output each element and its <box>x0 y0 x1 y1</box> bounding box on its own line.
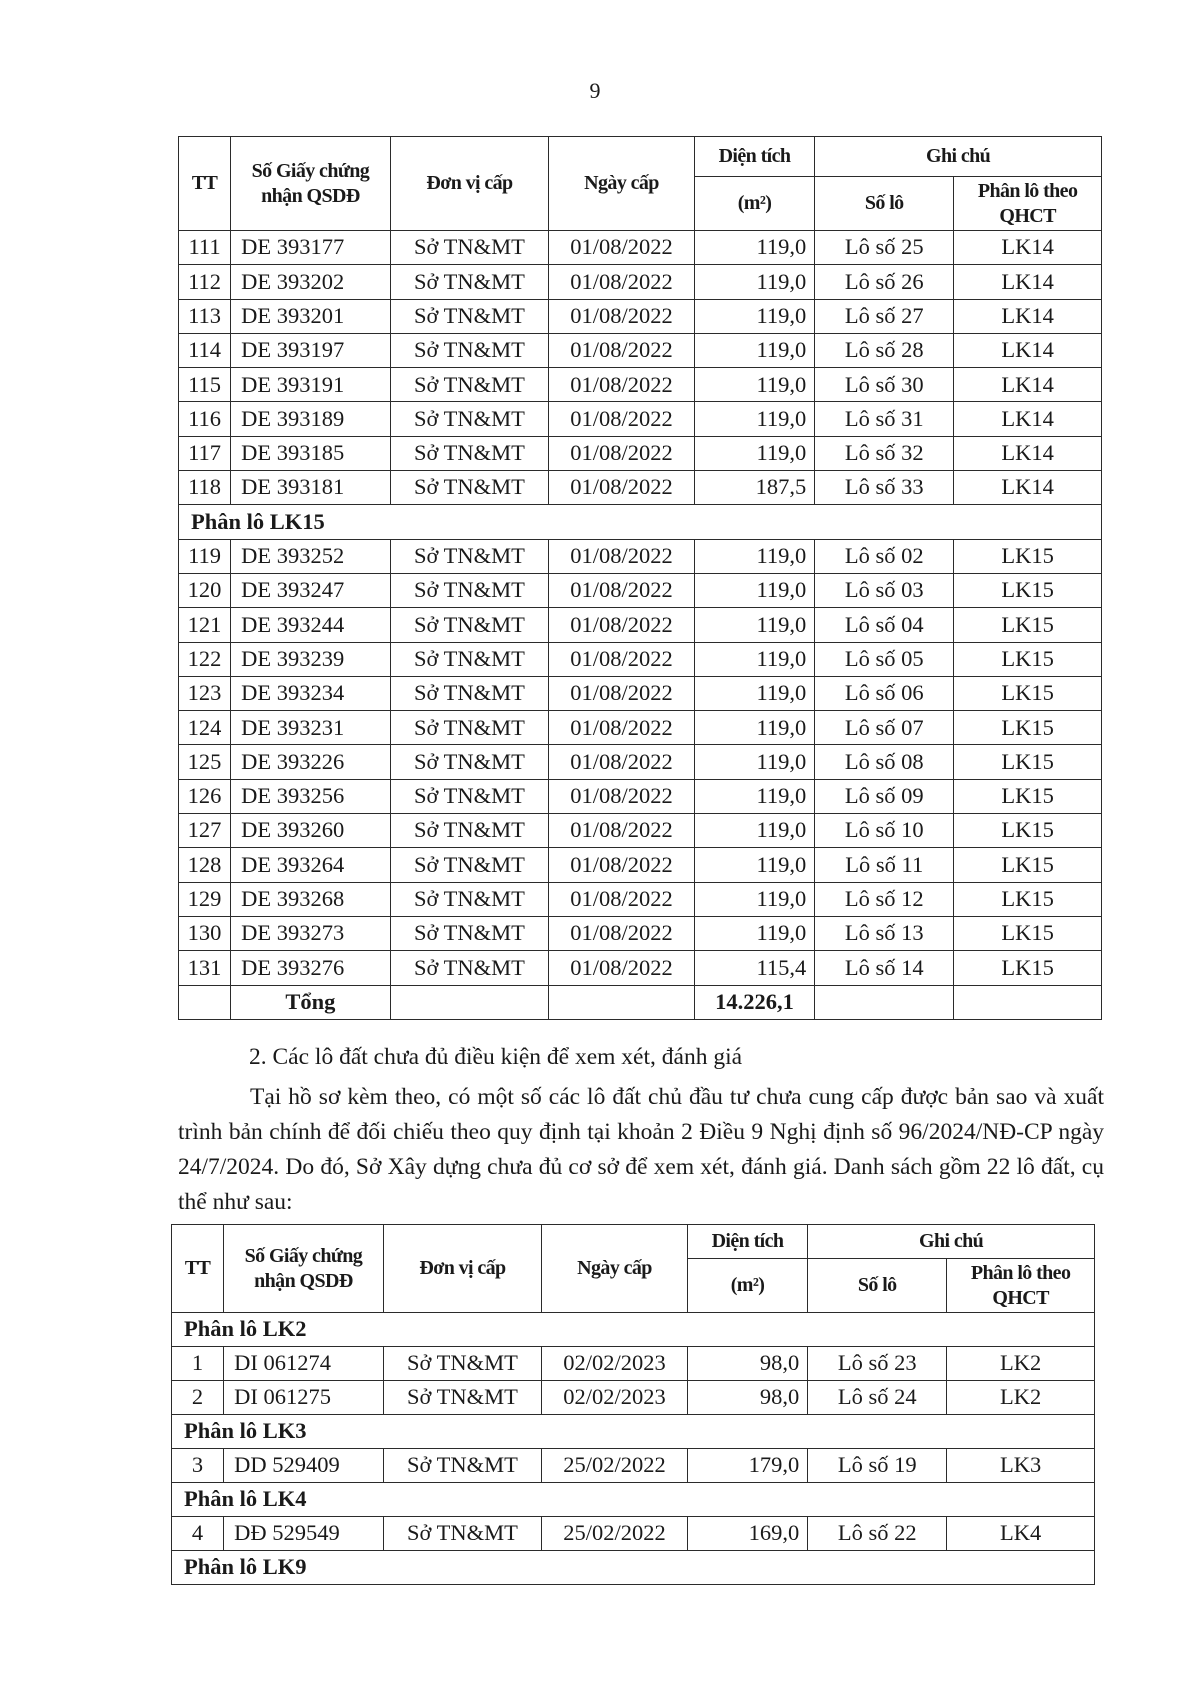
cell-lot: Lô số 24 <box>808 1381 947 1415</box>
cell-tt: 120 <box>179 573 231 607</box>
cell-issuer: Sở TN&MT <box>390 676 549 710</box>
cell-plan: LK14 <box>954 402 1102 436</box>
cell-plan: LK14 <box>954 471 1102 505</box>
total-empty <box>179 985 231 1019</box>
cell-tt: 122 <box>179 642 231 676</box>
cell-cert: DE 393260 <box>231 814 391 848</box>
col-header-area-unit: (m²) <box>687 1259 808 1313</box>
cell-lot: Lô số 32 <box>815 436 954 470</box>
cell-tt: 121 <box>179 608 231 642</box>
cell-area: 119,0 <box>694 745 815 779</box>
table-row <box>172 1517 1095 1551</box>
cell-area: 119,0 <box>694 916 815 950</box>
cell-date: 01/08/2022 <box>549 573 695 607</box>
cell-date: 25/02/2022 <box>542 1449 688 1483</box>
cell-date: 01/08/2022 <box>549 814 695 848</box>
cell-area: 119,0 <box>694 642 815 676</box>
cell-lot: Lô số 31 <box>815 402 954 436</box>
cell-area: 98,0 <box>687 1347 808 1381</box>
table-row <box>179 471 1102 505</box>
cell-plan: LK14 <box>954 436 1102 470</box>
cell-lot: Lô số 23 <box>808 1347 947 1381</box>
cell-date: 01/08/2022 <box>549 368 695 402</box>
cell-cert: DE 393244 <box>231 608 391 642</box>
table-row <box>179 539 1102 573</box>
cell-cert: DI 061275 <box>224 1381 384 1415</box>
cell-plan: LK15 <box>954 814 1102 848</box>
cell-plan: LK15 <box>954 779 1102 813</box>
section-2-body: Tại hồ sơ kèm theo, có một số các lô đất chủ đầu tư chưa cung cấp được bản sao và xuất trình bản chính để đối chiếu theo quy định tại khoản 2 Điều 9 Nghị định số 96/2024/NĐ-CP ngày 24/7/2024. Do đó, Sở Xây dựng chưa đủ cơ sở để xem xét, đánh giá. Danh sách gồm 22 lô đất, cụ thể như sau: <box>178 1084 1104 1215</box>
cell-plan: LK15 <box>954 882 1102 916</box>
group-row-lk3: Phân lô LK3 <box>172 1415 1095 1449</box>
col-header-issuer: Đơn vị cấp <box>383 1225 542 1313</box>
cell-issuer: Sở TN&MT <box>390 745 549 779</box>
table-row <box>179 848 1102 882</box>
cell-lot: Lô số 06 <box>815 676 954 710</box>
table-row <box>179 814 1102 848</box>
table-row <box>179 676 1102 710</box>
cell-cert: DE 393177 <box>231 231 391 265</box>
cell-tt: 116 <box>179 402 231 436</box>
cell-cert: DE 393231 <box>231 711 391 745</box>
cell-area: 119,0 <box>694 676 815 710</box>
group-row-lk2: Phân lô LK2 <box>172 1313 1095 1347</box>
cell-tt: 4 <box>172 1517 224 1551</box>
cell-lot: Lô số 02 <box>815 539 954 573</box>
cell-tt: 127 <box>179 814 231 848</box>
total-empty <box>815 985 954 1019</box>
cell-lot: Lô số 26 <box>815 265 954 299</box>
cell-date: 25/02/2022 <box>542 1517 688 1551</box>
table-row <box>172 1347 1095 1381</box>
cell-issuer: Sở TN&MT <box>390 814 549 848</box>
cell-issuer: Sở TN&MT <box>390 608 549 642</box>
cell-tt: 113 <box>179 299 231 333</box>
cell-lot: Lô số 11 <box>815 848 954 882</box>
cell-plan: LK15 <box>954 642 1102 676</box>
table-row <box>179 642 1102 676</box>
cell-cert: DE 393181 <box>231 471 391 505</box>
cell-issuer: Sở TN&MT <box>390 573 549 607</box>
cell-cert: DE 393185 <box>231 436 391 470</box>
cell-issuer: Sở TN&MT <box>390 779 549 813</box>
cell-date: 01/08/2022 <box>549 745 695 779</box>
cell-plan: LK15 <box>954 848 1102 882</box>
cell-area: 119,0 <box>694 573 815 607</box>
cell-tt: 126 <box>179 779 231 813</box>
cell-cert: DE 393273 <box>231 916 391 950</box>
cell-plan: LK2 <box>947 1347 1095 1381</box>
total-empty <box>954 985 1102 1019</box>
certificates-table-1 <box>178 136 1102 1020</box>
col-header-tt: TT <box>172 1225 224 1313</box>
cell-lot: Lô số 05 <box>815 642 954 676</box>
table-row <box>179 711 1102 745</box>
cell-issuer: Sở TN&MT <box>390 848 549 882</box>
cell-date: 01/08/2022 <box>549 539 695 573</box>
cell-plan: LK15 <box>954 676 1102 710</box>
cell-date: 01/08/2022 <box>549 299 695 333</box>
col-header-plan: Phân lô theo QHCT <box>947 1259 1095 1313</box>
cell-tt: 119 <box>179 539 231 573</box>
cell-date: 01/08/2022 <box>549 436 695 470</box>
cell-cert: DE 393247 <box>231 573 391 607</box>
cell-lot: Lô số 33 <box>815 471 954 505</box>
cell-cert: DI 061274 <box>224 1347 384 1381</box>
cell-date: 01/08/2022 <box>549 333 695 367</box>
total-area: 14.226,1 <box>694 985 815 1019</box>
table-row <box>179 436 1102 470</box>
col-header-issuer: Đơn vị cấp <box>390 137 549 231</box>
cell-issuer: Sở TN&MT <box>383 1517 542 1551</box>
cell-lot: Lô số 03 <box>815 573 954 607</box>
col-header-tt: TT <box>179 137 231 231</box>
table-row <box>179 916 1102 950</box>
cell-issuer: Sở TN&MT <box>390 471 549 505</box>
cell-plan: LK14 <box>954 333 1102 367</box>
cell-lot: Lô số 28 <box>815 333 954 367</box>
cell-plan: LK15 <box>954 916 1102 950</box>
cell-plan: LK14 <box>954 368 1102 402</box>
certificates-table-2 <box>171 1224 1095 1585</box>
cell-area: 119,0 <box>694 848 815 882</box>
col-header-note: Ghi chú <box>808 1225 1095 1259</box>
cell-issuer: Sở TN&MT <box>390 711 549 745</box>
cell-date: 01/08/2022 <box>549 608 695 642</box>
cell-tt: 114 <box>179 333 231 367</box>
cell-area: 187,5 <box>694 471 815 505</box>
cell-area: 119,0 <box>694 368 815 402</box>
cell-area: 169,0 <box>687 1517 808 1551</box>
table-row <box>179 265 1102 299</box>
cell-area: 119,0 <box>694 333 815 367</box>
cell-date: 01/08/2022 <box>549 231 695 265</box>
cell-cert: DE 393197 <box>231 333 391 367</box>
cell-area: 119,0 <box>694 779 815 813</box>
col-header-cert: Số Giấy chứng nhận QSDĐ <box>224 1225 384 1313</box>
total-label: Tổng <box>231 985 391 1019</box>
cell-lot: Lô số 13 <box>815 916 954 950</box>
cell-area: 179,0 <box>687 1449 808 1483</box>
cell-plan: LK14 <box>954 231 1102 265</box>
cell-issuer: Sở TN&MT <box>390 333 549 367</box>
cell-date: 01/08/2022 <box>549 848 695 882</box>
cell-issuer: Sở TN&MT <box>390 916 549 950</box>
cell-cert: DE 393201 <box>231 299 391 333</box>
cell-issuer: Sở TN&MT <box>390 436 549 470</box>
cell-cert: DE 393226 <box>231 745 391 779</box>
cell-lot: Lô số 09 <box>815 779 954 813</box>
cell-tt: 129 <box>179 882 231 916</box>
cell-tt: 2 <box>172 1381 224 1415</box>
cell-area: 119,0 <box>694 814 815 848</box>
col-header-area: Diện tích <box>694 137 815 177</box>
col-header-note: Ghi chú <box>815 137 1102 177</box>
cell-issuer: Sở TN&MT <box>390 882 549 916</box>
cell-date: 01/08/2022 <box>549 951 695 985</box>
cell-area: 119,0 <box>694 402 815 436</box>
cell-cert: DE 393234 <box>231 676 391 710</box>
cell-issuer: Sở TN&MT <box>390 951 549 985</box>
cell-lot: Lô số 08 <box>815 745 954 779</box>
cell-plan: LK4 <box>947 1517 1095 1551</box>
cell-tt: 123 <box>179 676 231 710</box>
total-empty <box>549 985 695 1019</box>
group-row-lk9: Phân lô LK9 <box>172 1551 1095 1585</box>
cell-date: 01/08/2022 <box>549 779 695 813</box>
cell-cert: DE 393276 <box>231 951 391 985</box>
col-header-lot: Số lô <box>815 177 954 231</box>
cell-cert: DE 393191 <box>231 368 391 402</box>
cell-lot: Lô số 12 <box>815 882 954 916</box>
cell-area: 119,0 <box>694 265 815 299</box>
col-header-area: Diện tích <box>687 1225 808 1259</box>
cell-issuer: Sở TN&MT <box>390 368 549 402</box>
cell-cert: DĐ 529549 <box>224 1517 384 1551</box>
cell-tt: 131 <box>179 951 231 985</box>
cell-date: 02/02/2023 <box>542 1347 688 1381</box>
cell-plan: LK3 <box>947 1449 1095 1483</box>
cell-issuer: Sở TN&MT <box>390 265 549 299</box>
cell-lot: Lô số 22 <box>808 1517 947 1551</box>
table-row <box>179 573 1102 607</box>
cell-area: 119,0 <box>694 231 815 265</box>
table-row <box>179 745 1102 779</box>
cell-area: 119,0 <box>694 436 815 470</box>
cell-date: 01/08/2022 <box>549 402 695 436</box>
group-row-lk4: Phân lô LK4 <box>172 1483 1095 1517</box>
cell-plan: LK15 <box>954 608 1102 642</box>
cell-area: 119,0 <box>694 539 815 573</box>
table-row <box>172 1449 1095 1483</box>
cell-area: 119,0 <box>694 711 815 745</box>
cell-plan: LK15 <box>954 539 1102 573</box>
cell-lot: Lô số 07 <box>815 711 954 745</box>
cell-cert: DE 393202 <box>231 265 391 299</box>
col-header-date: Ngày cấp <box>542 1225 688 1313</box>
cell-lot: Lô số 19 <box>808 1449 947 1483</box>
cell-date: 01/08/2022 <box>549 642 695 676</box>
cell-cert: DE 393189 <box>231 402 391 436</box>
cell-plan: LK15 <box>954 573 1102 607</box>
table-row <box>179 951 1102 985</box>
section-2-heading: 2. Các lô đất chưa đủ điều kiện để xem xét, đánh giá <box>249 1044 743 1070</box>
cell-plan: LK14 <box>954 299 1102 333</box>
table-row <box>179 882 1102 916</box>
cell-tt: 128 <box>179 848 231 882</box>
table-row <box>179 779 1102 813</box>
col-header-plan: Phân lô theo QHCT <box>954 177 1102 231</box>
cell-lot: Lô số 30 <box>815 368 954 402</box>
cell-cert: DE 393252 <box>231 539 391 573</box>
cell-date: 02/02/2023 <box>542 1381 688 1415</box>
page-number: 9 <box>589 78 601 103</box>
cell-date: 01/08/2022 <box>549 711 695 745</box>
col-header-date: Ngày cấp <box>549 137 695 231</box>
cell-area: 115,4 <box>694 951 815 985</box>
cell-plan: LK15 <box>954 951 1102 985</box>
cell-lot: Lô số 27 <box>815 299 954 333</box>
cell-plan: LK15 <box>954 711 1102 745</box>
cell-tt: 1 <box>172 1347 224 1381</box>
cell-date: 01/08/2022 <box>549 471 695 505</box>
cell-area: 119,0 <box>694 299 815 333</box>
cell-issuer: Sở TN&MT <box>390 299 549 333</box>
table-row <box>179 368 1102 402</box>
cell-tt: 124 <box>179 711 231 745</box>
cell-lot: Lô số 10 <box>815 814 954 848</box>
cell-lot: Lô số 25 <box>815 231 954 265</box>
table-row <box>179 333 1102 367</box>
cell-tt: 125 <box>179 745 231 779</box>
cell-plan: LK15 <box>954 745 1102 779</box>
cell-tt: 3 <box>172 1449 224 1483</box>
cell-lot: Lô số 14 <box>815 951 954 985</box>
cell-tt: 130 <box>179 916 231 950</box>
table-row <box>179 608 1102 642</box>
cell-lot: Lô số 04 <box>815 608 954 642</box>
cell-tt: 115 <box>179 368 231 402</box>
cell-cert: DE 393268 <box>231 882 391 916</box>
cell-date: 01/08/2022 <box>549 676 695 710</box>
cell-issuer: Sở TN&MT <box>383 1449 542 1483</box>
table-row <box>179 231 1102 265</box>
cell-issuer: Sở TN&MT <box>383 1347 542 1381</box>
cell-cert: DE 393239 <box>231 642 391 676</box>
table-row <box>179 402 1102 436</box>
cell-cert: DE 393264 <box>231 848 391 882</box>
cell-area: 98,0 <box>687 1381 808 1415</box>
cell-issuer: Sở TN&MT <box>390 539 549 573</box>
cell-area: 119,0 <box>694 882 815 916</box>
cell-tt: 111 <box>179 231 231 265</box>
cell-issuer: Sở TN&MT <box>390 231 549 265</box>
cell-cert: DE 393256 <box>231 779 391 813</box>
cell-tt: 117 <box>179 436 231 470</box>
cell-date: 01/08/2022 <box>549 916 695 950</box>
cell-tt: 112 <box>179 265 231 299</box>
cell-tt: 118 <box>179 471 231 505</box>
cell-date: 01/08/2022 <box>549 882 695 916</box>
col-header-lot: Số lô <box>808 1259 947 1313</box>
table-row <box>179 299 1102 333</box>
cell-date: 01/08/2022 <box>549 265 695 299</box>
col-header-area-unit: (m²) <box>694 177 815 231</box>
cell-area: 119,0 <box>694 608 815 642</box>
table-row <box>172 1381 1095 1415</box>
cell-cert: DD 529409 <box>224 1449 384 1483</box>
cell-issuer: Sở TN&MT <box>383 1381 542 1415</box>
cell-plan: LK14 <box>954 265 1102 299</box>
cell-issuer: Sở TN&MT <box>390 642 549 676</box>
cell-plan: LK2 <box>947 1381 1095 1415</box>
group-row-lk15: Phân lô LK15 <box>179 505 1102 539</box>
col-header-cert: Số Giấy chứng nhận QSDĐ <box>231 137 391 231</box>
total-empty <box>390 985 549 1019</box>
cell-issuer: Sở TN&MT <box>390 402 549 436</box>
